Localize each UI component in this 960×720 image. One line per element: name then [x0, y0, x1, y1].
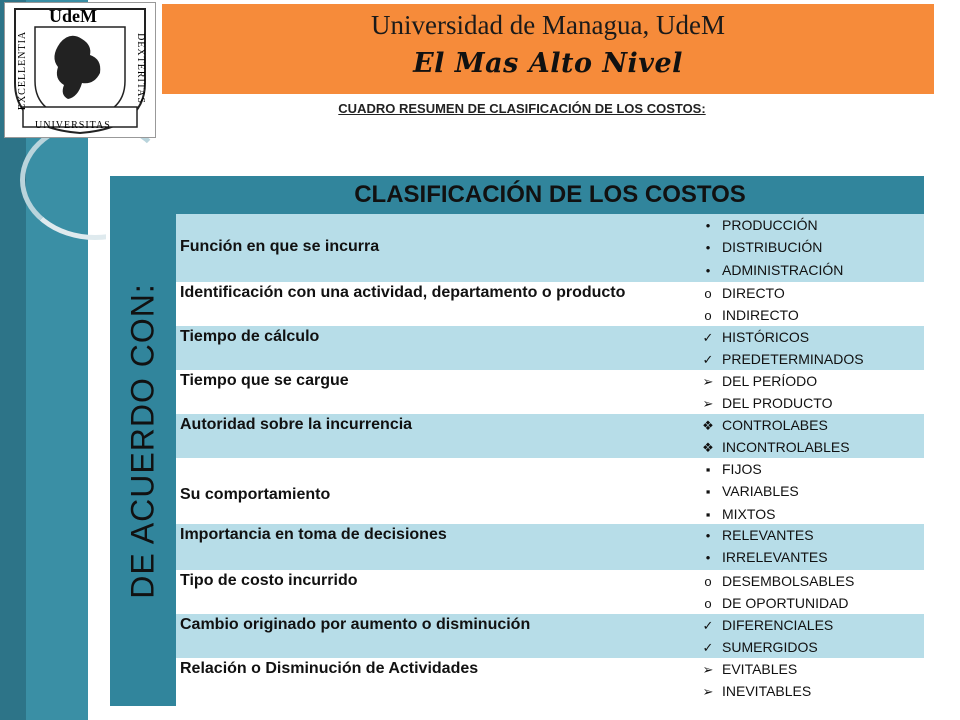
table-row [176, 658, 924, 702]
bullet-marker: ✓ [702, 640, 714, 656]
list-item [694, 458, 799, 480]
side-label: DE ACUERDO CON: [124, 283, 161, 599]
list-item-text: PRODUCCIÓN [722, 217, 818, 233]
bullet-marker: o [704, 574, 712, 589]
list-item [694, 392, 832, 414]
list-item-text: FIJOS [722, 461, 762, 477]
list-item [694, 236, 843, 258]
bullet-marker: ➢ [702, 374, 714, 389]
bullet-marker: o [704, 308, 712, 324]
bullet-marker: ❖ [702, 418, 714, 433]
list-item [694, 348, 864, 370]
bullet-marker: ➢ [702, 396, 714, 412]
list-item-text: SUMERGIDOS [722, 639, 818, 656]
classification-list [694, 524, 828, 569]
list-item [694, 524, 828, 546]
logo-bottom-text: UNIVERSITAS [35, 120, 111, 131]
criterion-label: Función en que se incurra [180, 238, 380, 255]
table-row [176, 370, 924, 414]
list-item-text: DESEMBOLSABLES [722, 573, 855, 589]
list-item-text: EVITABLES [722, 661, 798, 677]
bullet-marker: • [705, 550, 711, 566]
bullet-marker: ❖ [702, 440, 714, 456]
criterion-label: Tipo de costo incurrido [180, 572, 358, 589]
list-item-text: DISTRIBUCIÓN [722, 239, 823, 256]
list-item-text: HISTÓRICOS [722, 329, 810, 345]
list-item [694, 680, 811, 702]
list-item-text: PREDETERMINADOS [722, 351, 864, 368]
list-item-text: VARIABLES [722, 483, 799, 500]
list-item [694, 503, 799, 525]
list-item-text: IRRELEVANTES [722, 549, 828, 566]
classification-list [694, 570, 854, 615]
list-item-text: INEVITABLES [722, 683, 812, 700]
bullet-marker: • [705, 240, 711, 256]
classification-list [694, 614, 833, 659]
criterion-label: Identificación con una actividad, departamento o producto [180, 284, 626, 301]
table-row [176, 570, 924, 614]
list-item-text: RELEVANTES [722, 527, 814, 543]
list-item-text: MIXTOS [722, 505, 776, 522]
table-row [176, 214, 924, 282]
list-item-text: DEL PERÍODO [722, 373, 818, 389]
list-item-text: ADMINISTRACIÓN [722, 261, 844, 278]
list-item [694, 614, 833, 636]
list-item-text: CONTROLABES [722, 417, 828, 433]
bullet-marker: ➢ [702, 662, 714, 677]
bullet-marker: • [705, 218, 711, 233]
criterion-label: Autoridad sobre la incurrencia [180, 416, 413, 433]
university-name: Universidad de Managua, UdeM [371, 10, 725, 40]
classification-list [694, 370, 832, 415]
list-item-text: INCONTROLABLES [722, 439, 850, 456]
bullet-marker: ▪ [705, 506, 711, 522]
table-row [176, 524, 924, 570]
table-row [176, 458, 924, 524]
list-item-text: DIFERENCIALES [722, 617, 834, 633]
list-item-text: DE OPORTUNIDAD [722, 595, 849, 612]
list-item [694, 546, 828, 568]
list-item [694, 592, 854, 614]
university-logo [4, 2, 156, 138]
list-item-text: DEL PRODUCTO [722, 395, 833, 412]
criterion-label: Importancia en toma de decisiones [180, 526, 447, 543]
criterion-label: Tiempo de cálculo [180, 328, 320, 345]
criterion-label: Relación o Disminución de Actividades [180, 660, 479, 677]
table-row [176, 282, 924, 326]
cost-classification-table [106, 172, 928, 710]
page-subtitle: CUADRO RESUMEN DE CLASIFICACIÓN DE LOS COSTOS: [338, 101, 706, 116]
bullet-marker: ✓ [702, 330, 714, 345]
bullet-marker: ▪ [705, 484, 711, 500]
bullet-marker: ✓ [702, 352, 714, 368]
classification-list [694, 282, 799, 327]
bullet-marker: • [705, 528, 711, 543]
list-item-text: INDIRECTO [722, 307, 799, 324]
list-item [694, 414, 850, 436]
list-item [694, 436, 850, 458]
university-motto: El Mas Alto Nivel [413, 48, 683, 79]
bullet-marker: • [705, 262, 711, 278]
bullet-marker: ▪ [705, 462, 711, 477]
logo-left-text: EXCELLENTIA [17, 30, 29, 111]
classification-list [694, 214, 843, 281]
criterion-label: Tiempo que se cargue [180, 372, 349, 389]
list-item [694, 304, 799, 326]
table-title: CLASIFICACIÓN DE LOS COSTOS [176, 176, 924, 214]
list-item [694, 326, 864, 348]
classification-list [694, 326, 864, 371]
logo-right-text: DEXTERITAS [134, 33, 146, 104]
classification-list [694, 414, 850, 459]
list-item [694, 570, 854, 592]
table-row [176, 326, 924, 370]
list-item [694, 214, 843, 236]
list-item [694, 636, 833, 658]
bullet-marker: o [704, 596, 712, 612]
table-row [176, 414, 924, 458]
classification-list [694, 458, 799, 525]
list-item-text: DIRECTO [722, 285, 785, 301]
criterion-label: Su comportamiento [180, 486, 331, 503]
classification-list [694, 658, 811, 703]
criterion-label: Cambio originado por aumento o disminución [180, 616, 531, 633]
logo-top-text: UdeM [49, 6, 97, 26]
list-item [694, 259, 843, 281]
bullet-marker: ➢ [702, 684, 714, 700]
table-row [176, 614, 924, 658]
list-item [694, 480, 799, 502]
list-item [694, 370, 832, 392]
list-item [694, 282, 799, 304]
bullet-marker: ✓ [702, 618, 714, 633]
bullet-marker: o [704, 286, 712, 301]
list-item [694, 658, 811, 680]
